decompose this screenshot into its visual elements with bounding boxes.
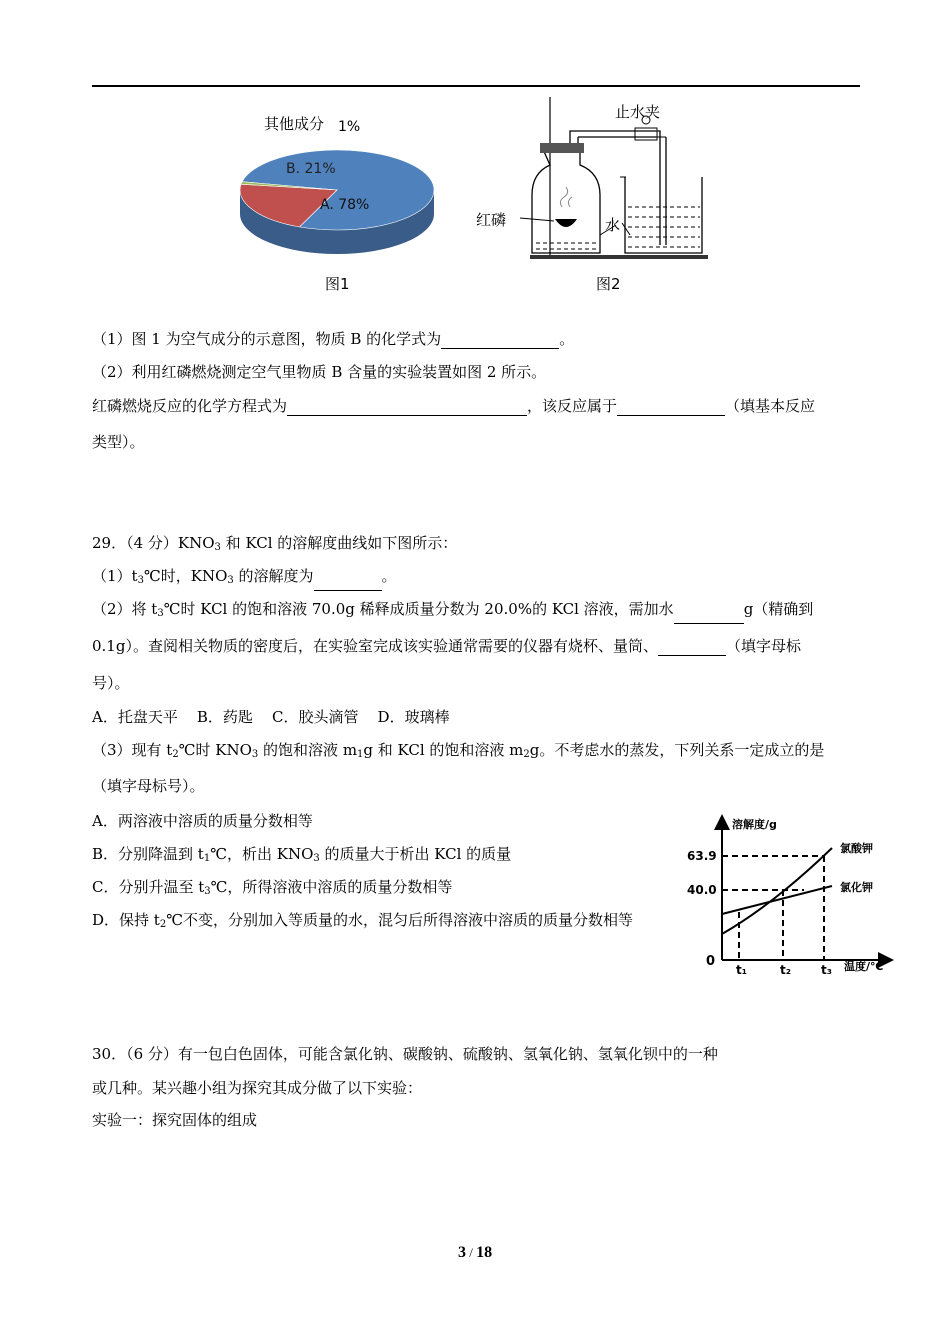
q28-part3: 红磷燃烧反应的化学方程式为 ，该反应属于 （填基本反应 <box>92 397 816 415</box>
graph-xtick-3: t₃ <box>821 963 832 977</box>
q28-part2: （2）利用红磷燃烧测定空气里物质 B 含量的实验装置如图 2 所示。 <box>92 363 547 381</box>
pie-a-label: A. 78% <box>320 197 370 213</box>
q29-options2: A．托盘天平 B．药匙 C．胶头滴管 D．玻璃棒 <box>92 708 450 726</box>
answer-blank[interactable] <box>617 399 725 416</box>
series-kno3-label: 氯酸钾 <box>840 842 873 855</box>
q28-part4: 类型）。 <box>92 433 145 451</box>
figure1-caption: 图1 <box>325 275 350 293</box>
graph-xtick-2: t₂ <box>780 963 791 977</box>
graph-origin: 0 <box>706 954 716 969</box>
q29-option-b: B．分别降温到 $t_1℃$，析出 $KNO_3$ 的质量大于析出 KCl 的质量 <box>92 845 512 864</box>
series-kcl-label: 氯化钾 <box>840 881 873 894</box>
pie-other-pct: 1% <box>338 119 361 135</box>
q30-line1: 30．（6 分）有一包白色固体，可能含氯化钠、碳酸钠、硫酸钠、氢氧化钠、氢氧化钡中的一种 <box>92 1045 718 1063</box>
answer-blank[interactable] <box>658 639 726 656</box>
answer-blank[interactable] <box>314 574 382 591</box>
graph-xtick-1: t₁ <box>736 963 747 977</box>
graph-ytick-1: 63.9 <box>687 849 717 863</box>
q29-option-c: C．分别升温至 $t_3℃$，所得溶液中溶质的质量分数相等 <box>92 878 453 897</box>
q29-option-a: A．两溶液中溶质的质量分数相等 <box>92 812 313 830</box>
q29-sub2-line3: 号）。 <box>92 674 130 692</box>
graph-ylabel: 溶解度/g <box>732 818 777 831</box>
graph-xlabel: 温度/℃ <box>844 960 884 973</box>
pie-other-label: 其他成分 <box>264 115 325 133</box>
clamp-label: 止水夹 <box>615 103 661 121</box>
q30-line2: 或几种。某兴趣小组为探究其成分做了以下实验： <box>92 1079 423 1097</box>
figure2-caption: 图2 <box>596 275 621 293</box>
figure2-apparatus <box>470 95 720 265</box>
q30-line3: 实验一：探究固体的组成 <box>92 1111 258 1129</box>
q29-sub3: （3）现有 $t_2℃$时 $KNO_3$ 的饱和溶液 $m_1g$ 和 KCl 的饱和溶液 $m_2g$。不考虑水的蒸发，下列关系一定成立的是 <box>92 741 825 760</box>
q29-sub3-line2: （填字母标号）。 <box>92 777 205 795</box>
q29-sub2-line2: 0.1g）。查阅相关物质的密度后，在实验室完成该实验通常需要的仪器有烧杯、量筒、 （填字母标 <box>92 637 801 655</box>
q29-sub1: $(1)t_3℃$时，$KNO_3$ 的溶解度为 。 <box>92 566 397 591</box>
q29-sub2: （2）将 $t_3℃$时 KCl 的饱和溶液 70.0g 稀释成质量分数为 20.0%的 KCl 溶液，需加水 g（精确到 <box>92 599 813 624</box>
figure1-pie-chart <box>232 105 442 270</box>
page-number: 3 / 18 <box>457 1244 493 1261</box>
graph-ytick-2: 40.0 <box>687 883 717 897</box>
header-rule <box>92 85 860 87</box>
answer-blank[interactable] <box>441 332 559 349</box>
q28-part1: （1）图 1 为空气成分的示意图，物质 B 的化学式为 。 <box>92 330 575 348</box>
water-label: 水 <box>605 216 621 234</box>
q29-option-d: D．保持 $t_2℃$不变，分别加入等质量的水，混匀后所得溶液中溶质的质量分数相等 <box>92 911 633 930</box>
solubility-graph <box>684 810 904 980</box>
pie-b-label: B. 21% <box>286 161 336 177</box>
q29-heading: 29．（4 分）$KNO_3$ 和 KCl 的溶解度曲线如下图所示： <box>92 534 458 553</box>
phosphorus-label: 红磷 <box>476 211 507 229</box>
answer-blank[interactable] <box>287 399 527 416</box>
answer-blank[interactable] <box>674 607 744 624</box>
